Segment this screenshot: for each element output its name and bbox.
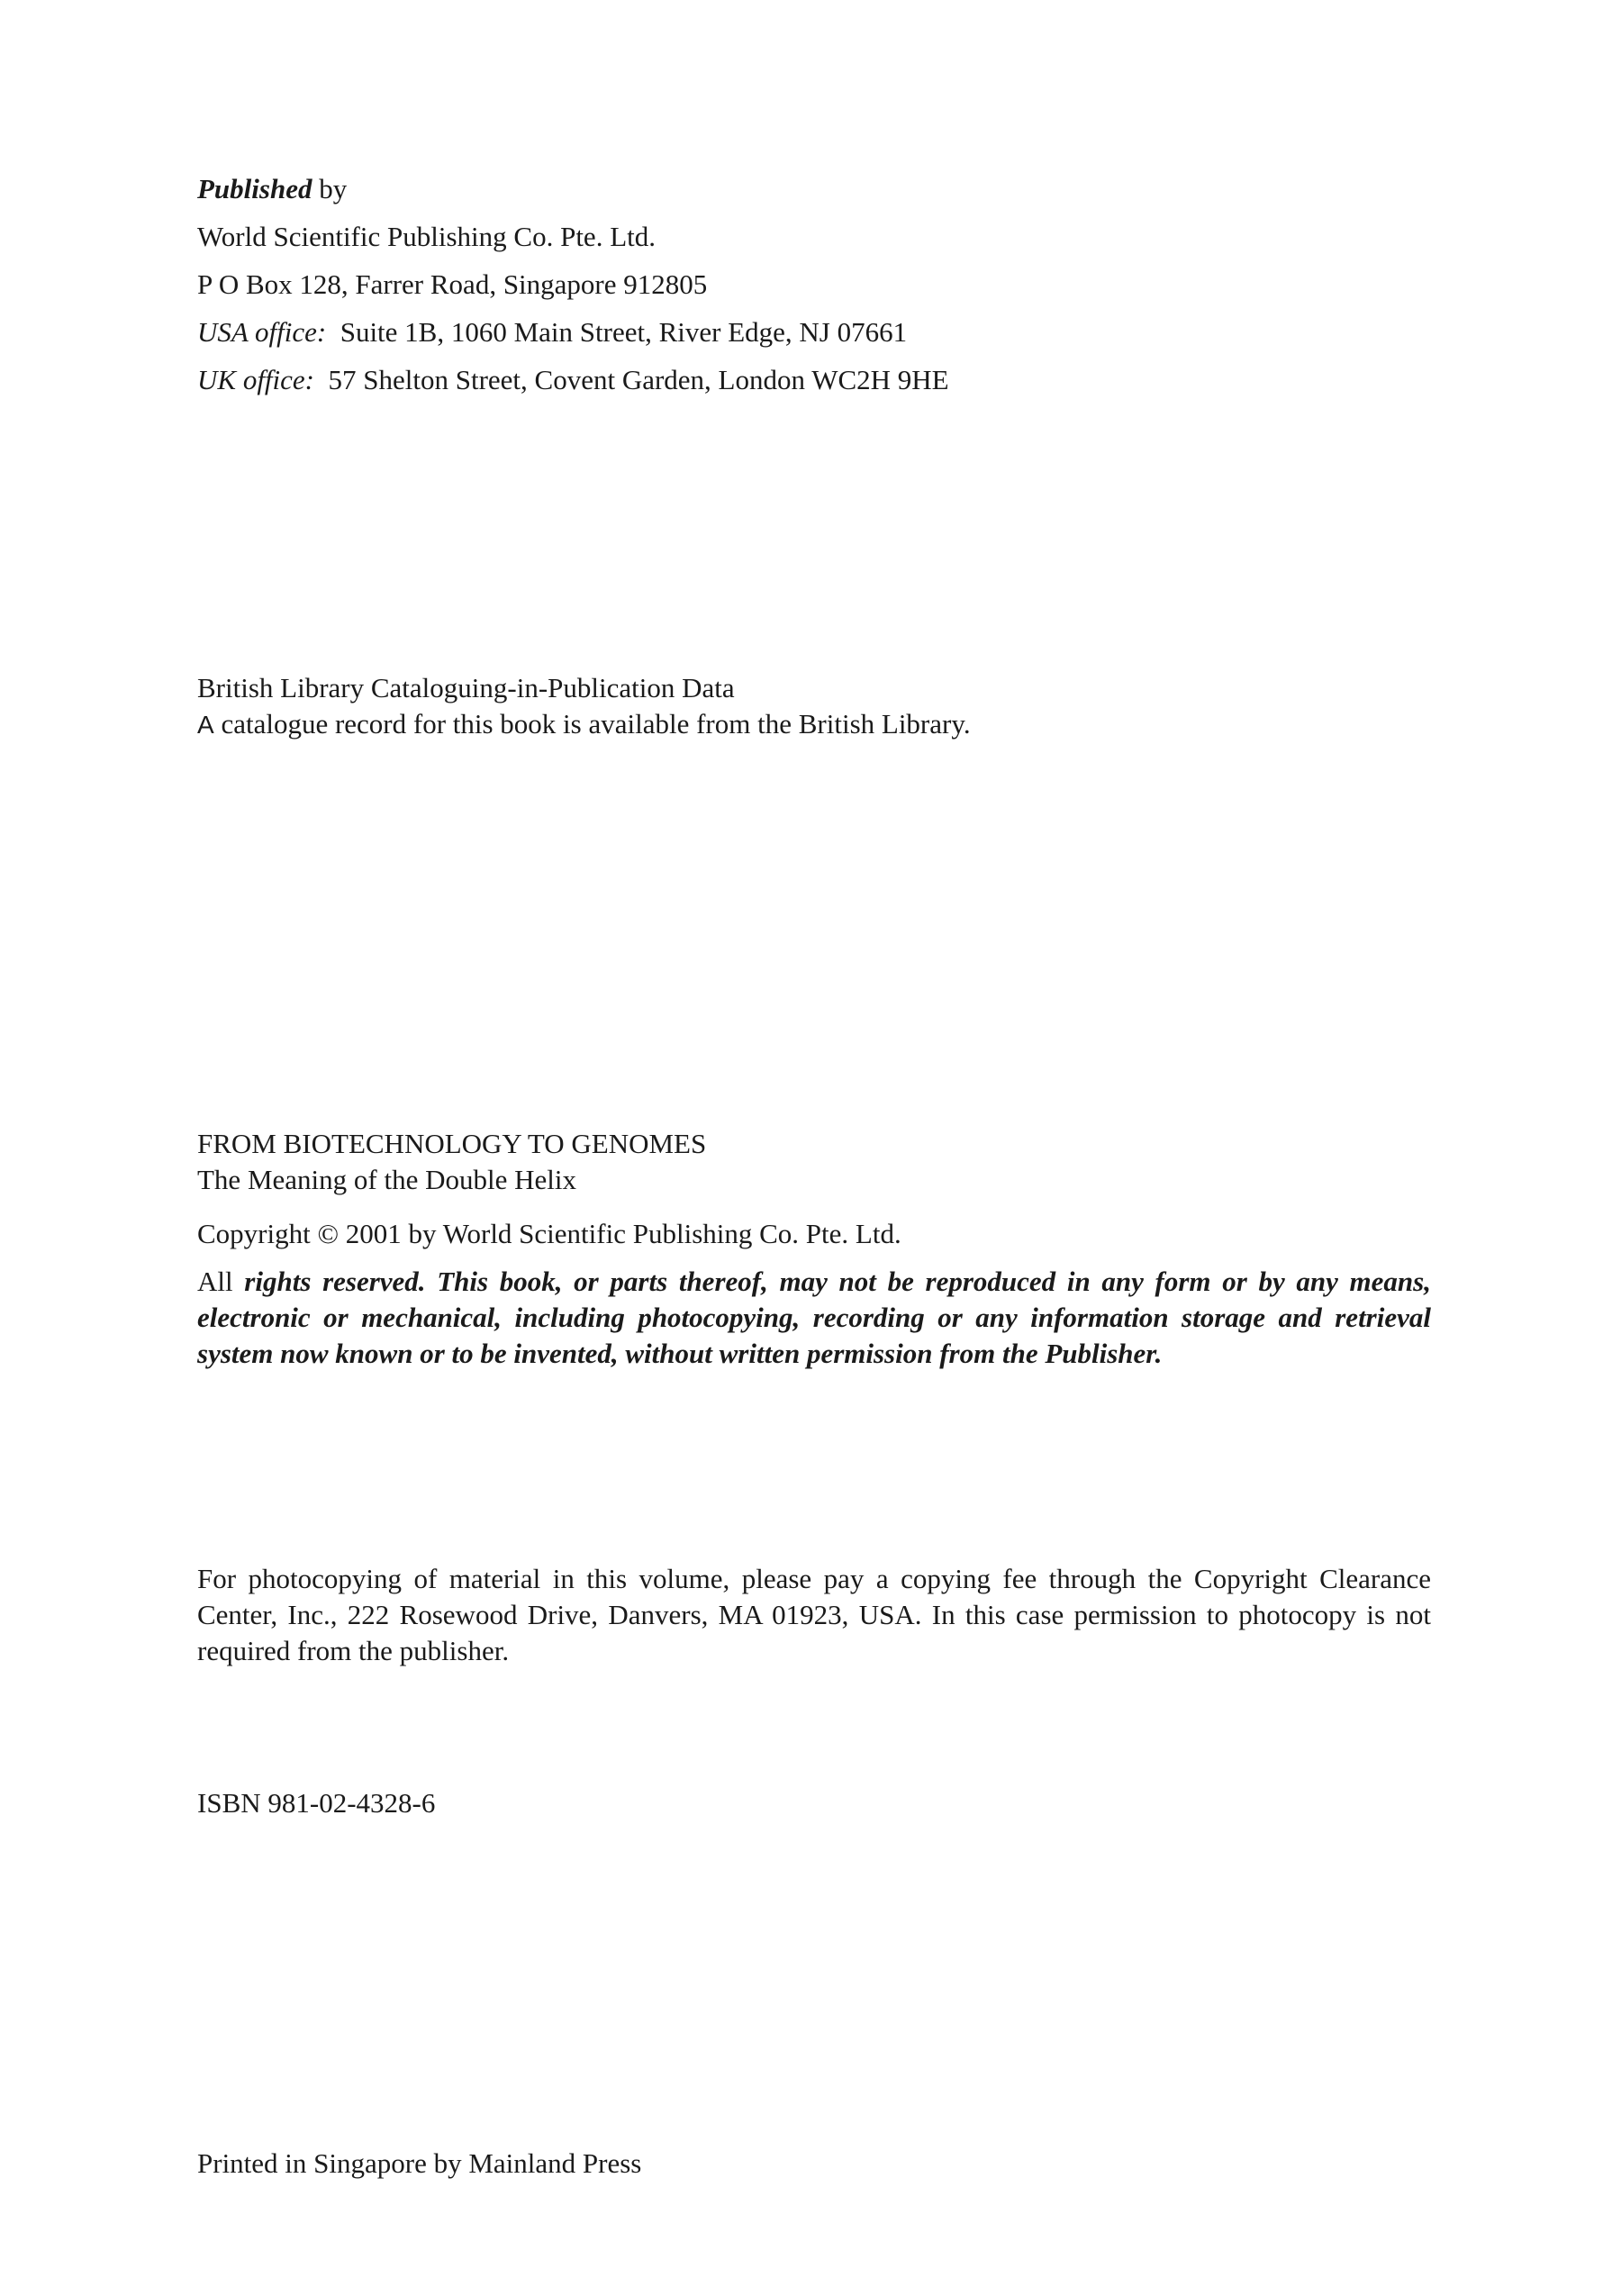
isbn: ISBN 981-02-4328-6 [197,1787,436,1819]
usa-office-address: Suite 1B, 1060 Main Street, River Edge, NJ 07661 [340,316,908,348]
rights-reserved-notice [197,1264,1431,1372]
cip-record-initial: A [197,711,214,739]
published-by: by [312,173,348,204]
publisher-info [197,171,1431,410]
uk-office-address: 57 Shelton Street, Covent Garden, London WC2H 9HE [328,364,949,395]
published-label: Published [197,173,312,204]
printer-info: Printed in Singapore by Mainland Press [197,2147,642,2179]
usa-office-line [197,314,1431,350]
uk-office-line [197,362,1431,398]
cip-record-text: catalogue record for this book is available from the British Library. [213,708,971,740]
rights-prefix: All [197,1266,245,1297]
usa-office-label: USA office: [197,316,327,348]
book-subtitle: The Meaning of the Double Helix [197,1164,576,1195]
uk-office-label: UK office: [197,364,314,395]
rights-text: rights reserved. This book, or parts thereof, may not be reproduced in any form or by any means, electronic or mechanical, including photocopying, recording or any information storage and retrieval system now known or to be invented, without written permission from the Publisher. [197,1266,1431,1369]
book-title: FROM BIOTECHNOLOGY TO GENOMES [197,1128,707,1159]
book-title-block [197,1126,1431,1198]
cip-record [197,706,1431,743]
photocopy-notice: For photocopying of material in this volume, please pay a copying fee through the Copyright Clearance Center, Inc., 222 Rosewood Drive, Danvers, MA 01923, USA. In this case permission to photocopy is not required from the publisher. [197,1563,1431,1666]
publisher-address: P O Box 128, Farrer Road, Singapore 912805 [197,268,708,300]
publisher-name: World Scientific Publishing Co. Pte. Ltd. [197,221,656,252]
published-by-line [197,171,1431,207]
cip-heading: British Library Cataloguing-in-Publication Data [197,672,735,703]
cip-data [197,670,1431,743]
copyright-line: Copyright © 2001 by World Scientific Publishing Co. Pte. Ltd. [197,1218,901,1249]
copyright-notice [197,1216,1431,1252]
